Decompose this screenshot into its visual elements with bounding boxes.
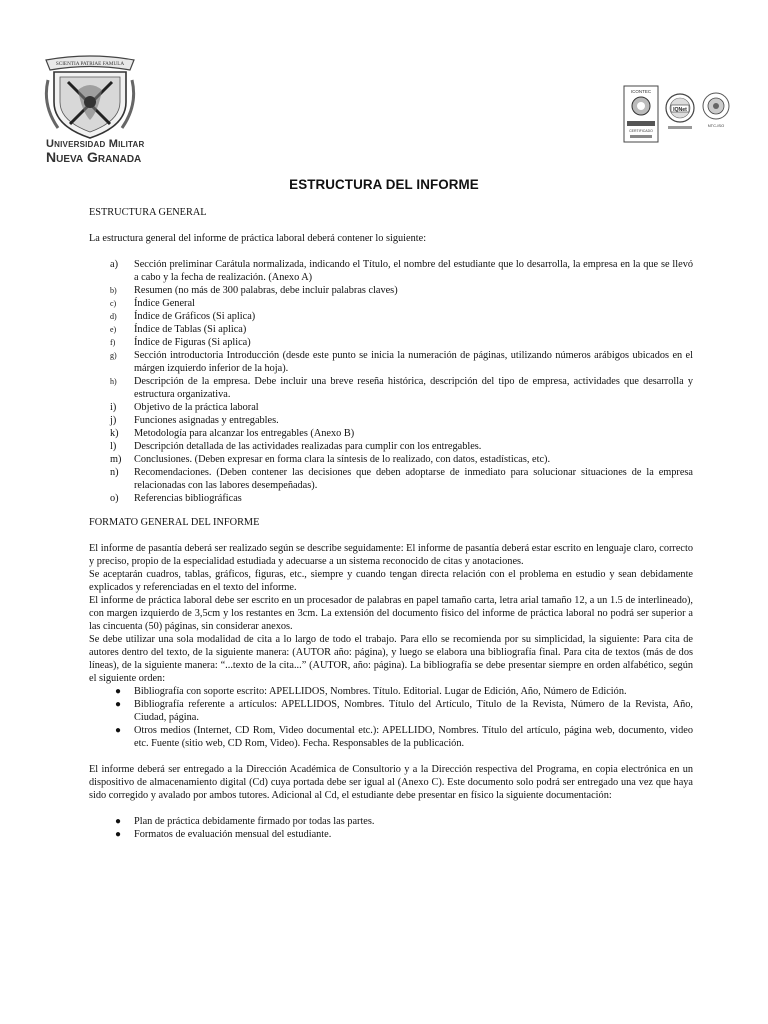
list-item: c) Índice General (110, 298, 195, 309)
bullet-icon: ● (115, 829, 122, 840)
university-name (46, 138, 144, 165)
list-marker: j) (110, 415, 117, 426)
paragraph: El informe deberá ser entregado a la Dirección Académica de Consultorio y a la Dirección respectiva del Programa, en copia electrónica en un dispositivo de almacenamiento digital (Cd) cuya portada debe ser igual al (Anexo C). Este documento solo podrá ser entregado una vez que haya sido corregido y avalado por ambos tutores. Adicional al Cd, el estudiante debe presentar en físico la siguiente documentación: (89, 764, 693, 801)
cert-label-icontec: ICONTEC (630, 89, 652, 94)
list-marker: f) (110, 338, 116, 347)
list-item: f) Índice de Figuras (Si aplica) (110, 337, 251, 348)
list-item: d) Índice de Gráficos (Si aplica) (110, 311, 256, 322)
cert-label-ntc: NTC-ISO (707, 123, 725, 128)
list-marker: k) (110, 428, 119, 439)
list-marker: m) (110, 454, 122, 465)
university-name-line1: Universidad Militar (46, 138, 145, 150)
list-item: l) Descripción detallada de las actividades realizadas para cumplir con los entregables. (110, 441, 482, 452)
section-heading-estructura: ESTRUCTURA GENERAL (89, 207, 207, 218)
document-body (89, 206, 693, 841)
bullet-icon: ● (115, 699, 122, 710)
list-item: k) Metodología para alcanzar los entregables (Anexo B) (110, 428, 355, 439)
seal-motto: SCIENTIA PATRIAE FAMULA (55, 61, 125, 67)
list-marker: i) (110, 402, 117, 413)
list-marker: d) (110, 312, 117, 321)
bibliography-list (89, 685, 693, 750)
cert-label-certificado: CERTIFICADO (629, 129, 653, 133)
list-item: n) Recomendaciones. (Deben contener las decisiones que deben adoptarse de inmediato para solucionar situaciones de la empresa relacionadas con las labores desempeñadas). (110, 467, 693, 491)
list-marker: g) (110, 351, 117, 360)
list-item: o) Referencias bibliográficas (110, 493, 242, 504)
paragraph: El informe de práctica laboral debe ser escrito en un procesador de palabras en papel tamaño carta, letra arial tamaño 12, a un 1.5 de interlineado), con margen izquierdo de 3,5cm y los restantes en 3cm. La extensión del documento físico del informe de práctica laboral no podrá ser superior a las cincuenta (50) páginas, sin considerar anexos. (89, 595, 693, 632)
list-item: ● Bibliografía referente a artículos: APELLIDOS, Nombres. Título del Artículo, Título de la Revista, Número de la Revista, Año, Ciudad, página. (115, 699, 693, 723)
bullet-icon: ● (115, 725, 122, 736)
page-title: ESTRUCTURA DEL INFORME (289, 177, 479, 192)
documentation-list (89, 815, 693, 841)
list-marker: l) (110, 441, 117, 452)
list-item: ● Otros medios (Internet, CD Rom, Video documental etc.): APELLIDO, Nombres. Título del artículo, página web, documento, video etc. Fuente (sitio web, CD Rom, Video). Fecha. Responsables de la publicación. (115, 725, 693, 749)
iqnet-cert-icon (666, 94, 694, 129)
list-marker: a) (110, 259, 118, 270)
paragraph: Se aceptarán cuadros, tablas, gráficos, figuras, etc., siempre y cuando tengan directa relación con el problema en estudio y sean debidamente explicados y referenciadas en el texto del informe. (89, 569, 693, 593)
list-item: e) Índice de Tablas (Si aplica) (110, 324, 247, 335)
university-name-line2: Nueva Granada (46, 149, 142, 165)
list-marker: o) (110, 493, 119, 504)
list-item: i) Objetivo de la práctica laboral (110, 402, 259, 413)
list-item: a) Sección preliminar Carátula normalizada, indicando el Título, el nombre del estudiante que lo desarrolla, la empresa en la que se llevó a cabo y la fecha de realización. (Anexo A) (110, 259, 693, 283)
certification-logos (622, 84, 734, 146)
paragraph: Se debe utilizar una sola modalidad de cita a lo largo de todo el trabajo. Para ello se recomienda por su simplicidad, la siguiente: Para cita de autores dentro del texto, de la siguiente manera: (AUTOR año: página), y luego se elabora una bibliografía final. Para cita de textos (más de dos líneas), de la siguiente manera: “...texto de la cita...” (AUTOR, año: página). La bibliografía se debe presentar siempre en orden alfabético, según el siguiente orden: (89, 634, 693, 684)
list-item: ● Plan de práctica debidamente firmado por todas las partes. (115, 816, 375, 827)
icontec-cert-icon (624, 86, 658, 142)
bullet-icon: ● (115, 816, 122, 827)
list-marker: c) (110, 299, 117, 308)
list-marker: h) (110, 377, 117, 386)
list-item: m) Conclusiones. (Deben expresar en forma clara la síntesis de lo realizado, con datos, estadísticas, etc). (110, 454, 551, 465)
list-item: ● Bibliografía con soporte escrito: APELLIDOS, Nombres. Título. Editorial. Lugar de Edición, Año, Número de Edición. (115, 686, 627, 697)
list-marker: b) (110, 286, 117, 295)
ntc-cert-icon (703, 93, 729, 128)
list-item: j) Funciones asignadas y entregables. (110, 415, 279, 426)
section-heading-formato: FORMATO GENERAL DEL INFORME (89, 517, 260, 528)
list-item: h) Descripción de la empresa. Debe incluir una breve reseña histórica, descripción del tipo de empresa, actividades que desarrolla y estructura organizativa. (110, 376, 693, 400)
list-marker: n) (110, 467, 119, 478)
section1-intro: La estructura general del informe de práctica laboral deberá contener lo siguiente: (89, 233, 427, 244)
cert-label-iqnet: IQNet (673, 106, 687, 113)
list-item: b) Resumen (no más de 300 palabras, debe incluir palabras claves) (110, 285, 398, 296)
bullet-icon: ● (115, 686, 122, 697)
paragraph: El informe de pasantía deberá ser realizado según se describe seguidamente: El informe de pasantía deberá estar escrito en lenguaje claro, correcto y preciso, propio de la especialidad estudiada y adecuarse a un sistema reconocido de citas y anotaciones. (89, 543, 693, 567)
structure-list (89, 258, 693, 505)
list-item: g) Sección introductoria Introducción (desde este punto se inicia la numeración de páginas, utilizando números arábigos ubicados en el márgen izquierdo inferior de la hoja). (110, 350, 693, 374)
list-marker: e) (110, 325, 117, 334)
list-item: ● Formatos de evaluación mensual del estudiante. (115, 829, 332, 840)
